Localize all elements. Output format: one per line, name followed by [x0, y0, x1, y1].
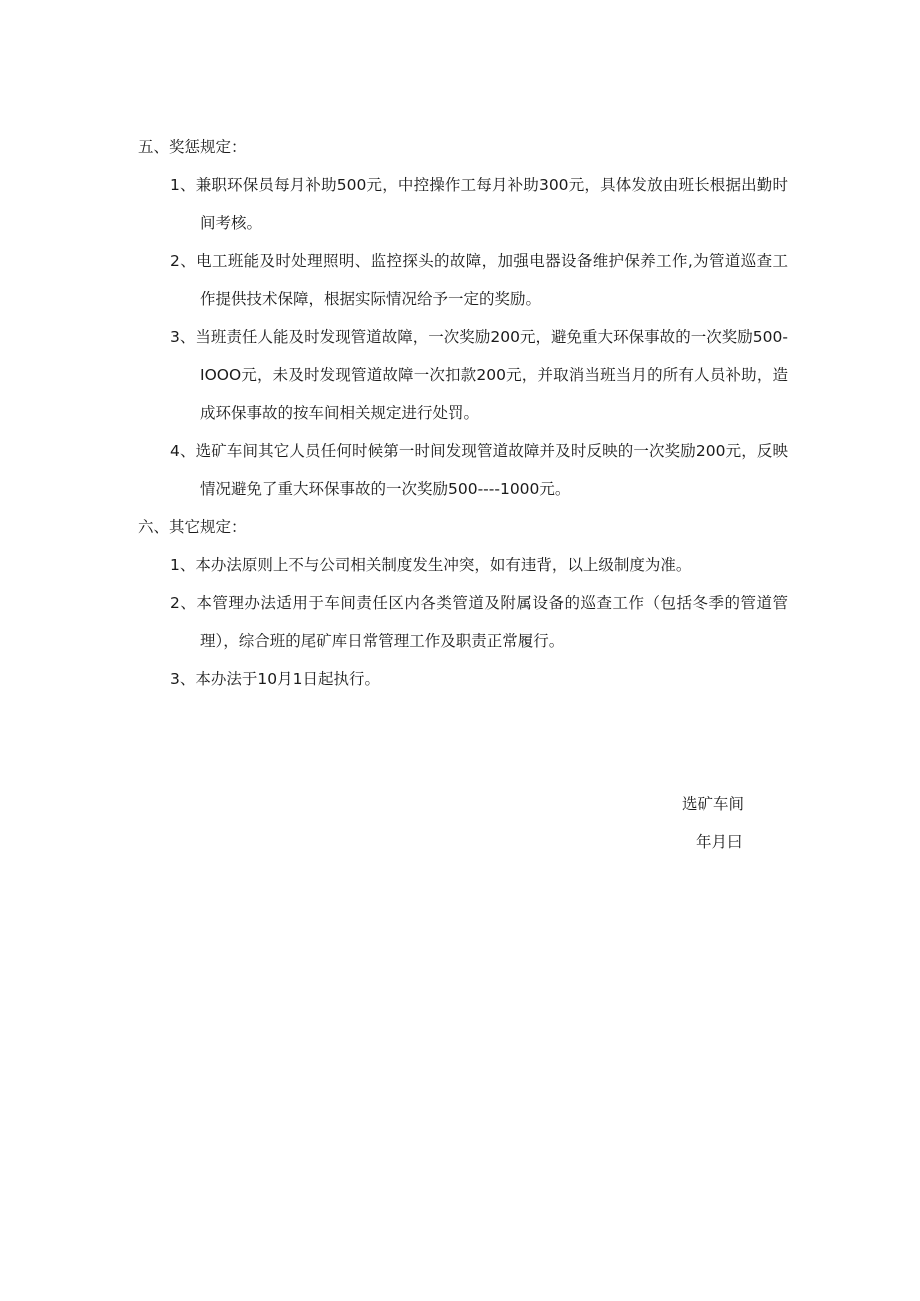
document-body [138, 128, 788, 698]
rewards-item-1: 1、兼职环保员每月补助500元，中控操作工每月补助300元，具体发放由班长根据出勤时间考核。 [170, 176, 788, 232]
other-item-1: 1、本办法原则上不与公司相关制度发生冲突，如有违背，以上级制度为准。 [170, 556, 692, 574]
section-title-other: 六、其它规定： [138, 518, 247, 536]
rewards-item-4: 4、选矿车间其它人员任何时候第一时间发现管道故障并及时反映的一次奖励200元，反映情况避免了重大环保事故的一次奖励500----1000元。 [170, 442, 788, 498]
signature-date: 年月曰 [696, 833, 743, 851]
other-item-2: 2、本管理办法适用于车间责任区内各类管道及附属设备的巡查工作（包括冬季的管道管理），综合班的尾矿库日常管理工作及职责正常履行。 [170, 594, 788, 650]
section-title-rewards: 五、奖惩规定： [138, 138, 247, 156]
signature-block [682, 785, 744, 861]
signature-department: 选矿车间 [682, 795, 745, 813]
rewards-item-2: 2、电工班能及时处理照明、监控探头的故障，加强电器设备维护保养工作,为管道巡查工作提供技术保障，根据实际情况给予一定的奖励。 [170, 252, 788, 308]
other-item-3: 3、本办法于10月1日起执行。 [170, 670, 380, 688]
rewards-item-3: 3、当班责任人能及时发现管道故障，一次奖励200元，避免重大环保事故的一次奖励500-IOOO元，未及时发现管道故障一次扣款200元，并取消当班当月的所有人员补助，造成环保事故的按车间相关规定进行处罚。 [170, 328, 788, 422]
